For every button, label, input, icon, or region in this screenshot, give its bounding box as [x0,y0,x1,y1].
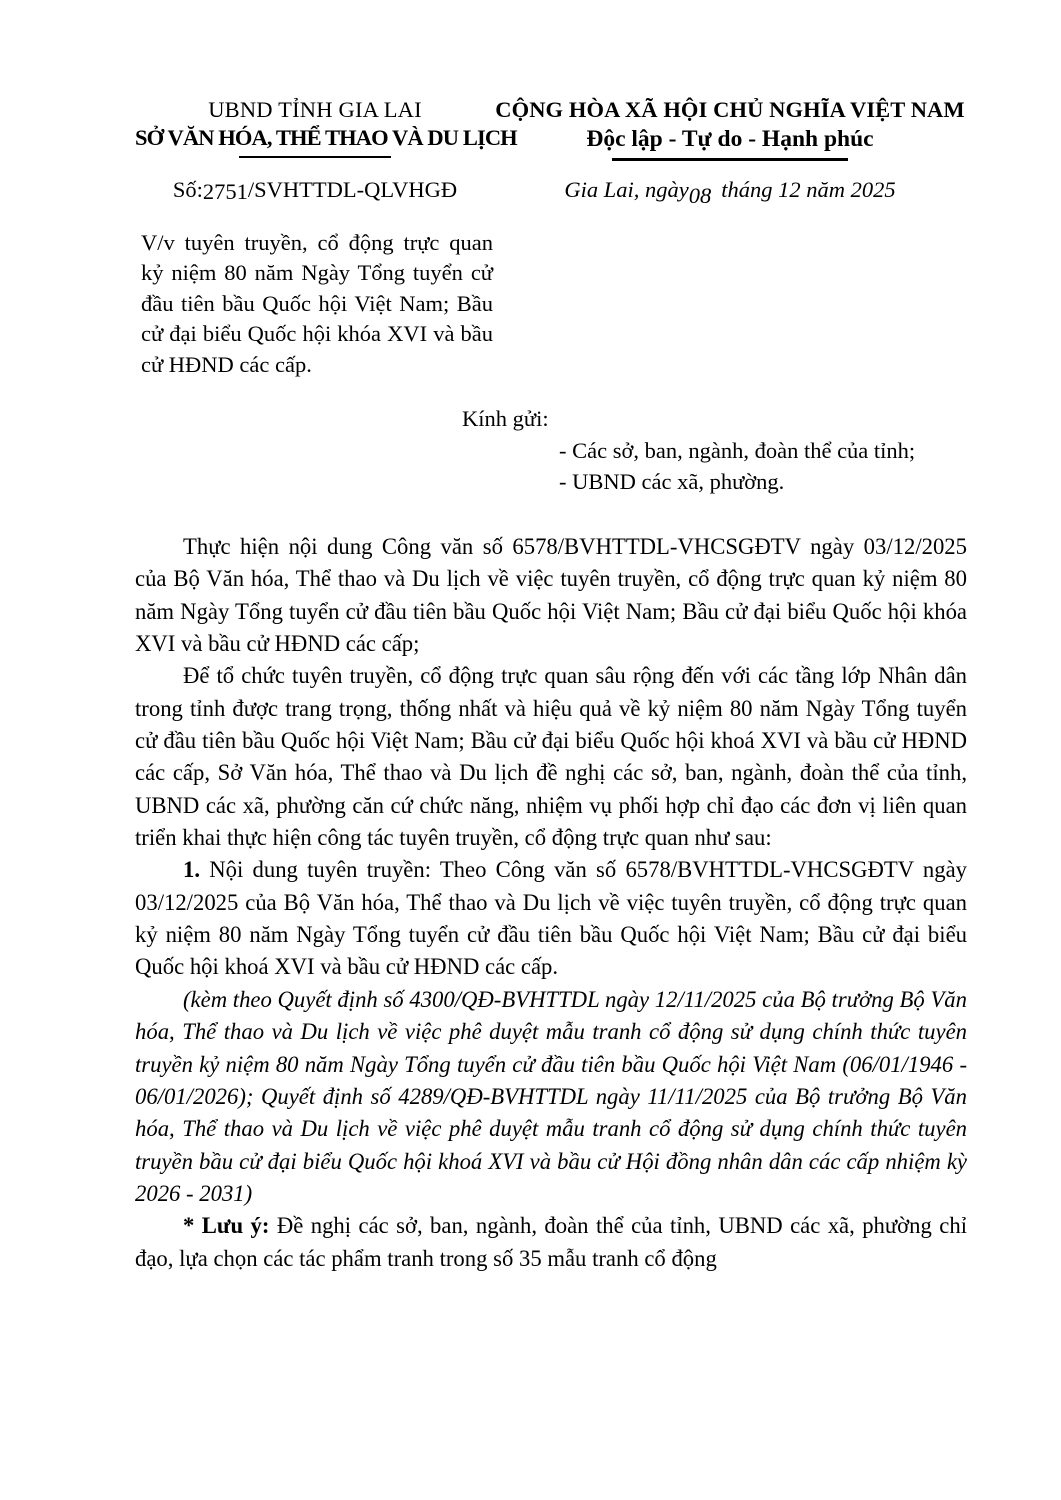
body-note [135,1210,967,1275]
date-year-value: 2025 [850,177,896,202]
document-number-value: 2751 [202,179,248,204]
body-item-1 [135,854,967,983]
national-title-line: CỘNG HÒA XÃ HỘI CHỦ NGHĨA VIỆT NAM [495,97,965,122]
recipient-item: - Các sở, ban, ngành, đoàn thể của tỉnh; [559,438,916,464]
document-header [135,96,965,161]
recipients-label: Kính gửi: [462,406,549,431]
date-month-value: 12 [778,177,801,202]
motto-underline-rule [612,158,848,161]
date-day-value: 08 [688,183,712,208]
place-and-date [495,177,965,208]
place-date-prefix: Gia Lai, ngày [564,177,689,202]
body-item-1-number: 1. [183,857,201,883]
date-month-label: tháng [721,177,773,202]
body-note-text: Đề nghị các sở, ban, ngành, đoàn thể của tỉnh, UBND các xã, phường chỉ đạo, lựa chọn các tác phẩm tranh trong số 35 mẫu tranh cổ động [135,1213,968,1271]
recipients-block [462,403,915,497]
national-motto-line: Độc lập - Tự do - Hạnh phúc [586,126,874,153]
date-year-label: năm [806,177,846,202]
body-paragraph-1: Thực hiện nội dung Công văn số 6578/BVHTTDL-VHCSGĐTV ngày 03/12/2025 của Bộ Văn hóa, Thể thao và Du lịch về việc tuyên truyền, cổ động trực quan kỷ niệm 80 năm Ngày Tổng tuyển cử đầu tiên bầu Quốc hội Việt Nam; Bầu cử đại biểu Quốc hội khóa XVI và bầu cử HĐND các cấp; [135,534,967,657]
department-underline-rule [239,156,391,158]
body-item-1-text: Nội dung tuyên truyền: Theo Công văn số 6578/BVHTTDL-VHCSGĐTV ngày 03/12/2025 của Bộ Văn hóa, Thể thao và Du lịch về việc tuyên truyền, cổ động trực quan kỷ niệm 80 năm Ngày Tổng tuyển cử đầu tiên bầu Quốc hội Việt Nam; Bầu cử đại biểu Quốc hội khoá XVI và bầu cử HĐND các cấp. [135,857,967,980]
document-number-label: Số: [172,177,203,202]
recipients-list [559,435,915,497]
body-paragraph-2: Để tổ chức tuyên truyền, cổ động trực quan sâu rộng đến với các tầng lớp Nhân dân trong tỉnh được trang trọng, thống nhất và hiệu quả về kỷ niệm 80 năm Ngày Tổng tuyển cử đầu tiên bầu Quốc hội Việt Nam; Bầu cử đại biểu Quốc hội khoá XVI và bầu cử HĐND các cấp, Sở Văn hóa, Thể thao và Du lịch đề nghị các sở, ban, ngành, đoàn thể của tỉnh, UBND các xã, phường căn cứ chức năng, nhiệm vụ phối hợp chỉ đạo các đơn vị liên quan triển khai thực hiện công tác tuyên truyền, cổ động trực quan như sau: [135,663,967,851]
number-and-date-row [135,177,965,208]
body-note-marker: * Lưu ý: [183,1213,270,1239]
national-heading-block [495,96,965,161]
document-number [135,177,495,203]
department-name-line: SỞ VĂN HÓA, THỂ THAO VÀ DU LỊCH [135,125,517,151]
recipient-item: - UBND các xã, phường. [559,469,785,495]
document-number-suffix: /SVHTTDL-QLVHGĐ [247,177,458,202]
issuing-authority-block [135,96,517,158]
document-body [135,531,967,1275]
subject-line: V/v tuyên truyền, cổ động trực quan kỷ niệm 80 năm Ngày Tổng tuyển cử đầu tiên bầu Quốc hội Việt Nam; Bầu cử đại biểu Quốc hội khóa XVI và bầu cử HĐND các cấp. [141,230,493,377]
province-authority-line: UBND TỈNH GIA LAI [208,97,422,122]
body-attachment-note: (kèm theo Quyết định số 4300/QĐ-BVHTTDL ngày 12/11/2025 của Bộ trưởng Bộ Văn hóa, Thể thao và Du lịch về việc phê duyệt mẫu tranh cổ động sử dụng chính thức tuyên truyền kỷ niệm 80 năm Ngày Tổng tuyển cử đầu tiên bầu Quốc hội Việt Nam (06/01/1946 - 06/01/2026); Quyết định số 4289/QĐ-BVHTTDL ngày 11/11/2025 của Bộ trưởng Bộ Văn hóa, Thể thao và Du lịch về việc phê duyệt mẫu tranh cổ động sử dụng chính thức tuyên truyền bầu cử đại biểu Quốc hội khoá XVI và bầu cử Hội đồng nhân dân các cấp nhiệm kỳ 2026 - 2031) [135,986,967,1206]
